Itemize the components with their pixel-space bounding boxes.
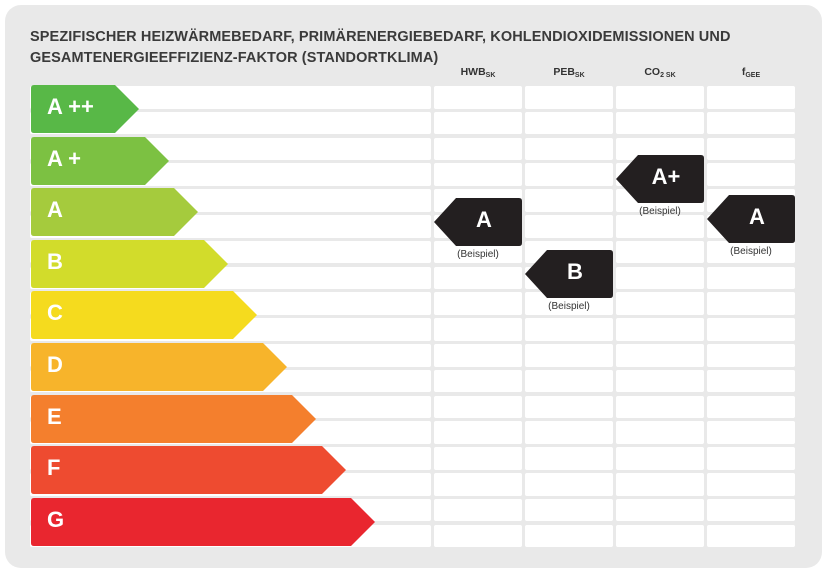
energy-class-arrow xyxy=(31,395,316,443)
arrow-shape xyxy=(31,395,316,443)
arrow-fill xyxy=(31,343,287,391)
column-header-main: PEB xyxy=(553,66,575,78)
grid-cell xyxy=(434,447,522,470)
grid-cell xyxy=(525,473,613,496)
grid-cell xyxy=(616,86,704,109)
marker-rating-label: B xyxy=(567,258,583,284)
column-header-sub: SK xyxy=(574,72,585,79)
marker-example-note: (Beispiel) xyxy=(639,205,681,217)
rating-marker-1 xyxy=(525,250,611,298)
grid-cell xyxy=(434,499,522,522)
grid-cell xyxy=(707,396,795,419)
grid-cell xyxy=(707,163,795,186)
column-header-sub: SK xyxy=(485,72,496,79)
arrow-fill xyxy=(31,291,257,339)
grid-cell xyxy=(525,525,613,548)
grid-cell xyxy=(616,421,704,444)
column-header-3 xyxy=(707,66,795,79)
grid-cell xyxy=(616,267,704,290)
arrow-shape xyxy=(31,498,375,546)
energy-class-label: E xyxy=(47,403,62,429)
grid-cell xyxy=(434,267,522,290)
grid-cell xyxy=(707,267,795,290)
grid-cell xyxy=(434,292,522,315)
energy-class-label: A + xyxy=(47,145,82,171)
grid-cell xyxy=(616,112,704,135)
grid-cell xyxy=(707,525,795,548)
grid-cell xyxy=(525,318,613,341)
grid-cell xyxy=(616,473,704,496)
rating-marker-2 xyxy=(616,155,702,203)
grid-cell xyxy=(707,318,795,341)
grid-cell xyxy=(434,525,522,548)
energy-class-label: A ++ xyxy=(47,94,94,119)
energy-class-arrow xyxy=(31,446,346,494)
grid-cell xyxy=(525,396,613,419)
energy-class-arrow xyxy=(31,137,169,185)
grid-cell xyxy=(707,86,795,109)
grid-cell xyxy=(616,318,704,341)
marker-example-note: (Beispiel) xyxy=(730,246,772,258)
grid-cell xyxy=(616,370,704,393)
grid-cell xyxy=(707,344,795,367)
grid-cell xyxy=(616,344,704,367)
energy-class-arrow xyxy=(31,240,228,288)
column-header-main: CO xyxy=(644,66,661,78)
grid-cell xyxy=(616,292,704,315)
grid-cell xyxy=(707,473,795,496)
column-header-2 xyxy=(616,66,704,79)
grid-cell xyxy=(707,292,795,315)
arrow-fill xyxy=(31,498,375,546)
energy-class-arrow xyxy=(31,188,198,236)
energy-class-arrow xyxy=(31,343,287,391)
grid-cell xyxy=(434,344,522,367)
rating-marker-3 xyxy=(707,195,793,243)
grid-cell xyxy=(525,215,613,238)
arrow-fill xyxy=(31,395,316,443)
grid-cell xyxy=(434,112,522,135)
grid-cell xyxy=(616,499,704,522)
grid-cell xyxy=(525,447,613,470)
grid-cell xyxy=(525,499,613,522)
grid-cell xyxy=(525,189,613,212)
arrow-shape xyxy=(31,291,257,339)
energy-class-label: F xyxy=(47,455,61,481)
grid-cell xyxy=(525,370,613,393)
grid-cell xyxy=(707,421,795,444)
energy-class-label: B xyxy=(47,248,63,274)
column-header-main: f xyxy=(741,66,746,78)
grid-cell xyxy=(434,396,522,419)
marker-rating-label: A+ xyxy=(651,163,681,189)
grid-cell xyxy=(434,138,522,161)
grid-cell xyxy=(707,499,795,522)
arrow-shape xyxy=(31,343,287,391)
grid-cell xyxy=(707,370,795,393)
energy-class-label: G xyxy=(47,506,65,532)
marker-rating-label: A xyxy=(476,207,492,233)
grid-cell xyxy=(434,163,522,186)
column-header-sub: GEE xyxy=(745,72,761,79)
arrow-fill xyxy=(31,446,346,494)
energy-class-label: C xyxy=(47,300,63,326)
grid-cell xyxy=(434,318,522,341)
rating-marker-0 xyxy=(434,198,520,246)
energy-class-label: D xyxy=(47,352,63,377)
marker-example-note: (Beispiel) xyxy=(548,300,590,312)
chart-title: SPEZIFISCHER HEIZWÄRMEBEDARF, PRIMÄRENERGIEBEDARF, KOHLENDIOXIDEMISSIONEN UND GESAMTENERGIEEFFIZIENZ-FAKTOR (STANDORTKLIMA) xyxy=(30,29,731,66)
grid-cell xyxy=(525,344,613,367)
grid-cell xyxy=(434,473,522,496)
grid-cell xyxy=(525,163,613,186)
column-header-main: HWB xyxy=(460,66,486,78)
grid-cell xyxy=(434,370,522,393)
grid-cell xyxy=(616,241,704,264)
grid-cell xyxy=(707,447,795,470)
grid-cell xyxy=(525,421,613,444)
marker-example-note: (Beispiel) xyxy=(457,249,499,261)
grid-cell xyxy=(616,447,704,470)
grid-cell xyxy=(525,138,613,161)
marker-rating-label: A xyxy=(749,204,765,230)
column-header-1 xyxy=(525,66,613,79)
grid-cell xyxy=(616,525,704,548)
grid-cell xyxy=(707,112,795,135)
energy-class-label: A xyxy=(47,197,63,223)
energy-class-arrow xyxy=(31,498,375,546)
energy-class-arrow xyxy=(31,291,257,339)
column-header-sub: 2 SK xyxy=(660,72,676,79)
arrow-shape xyxy=(31,446,346,494)
grid-cell xyxy=(434,421,522,444)
grid-cell xyxy=(525,112,613,135)
grid-cell xyxy=(525,86,613,109)
column-header-0 xyxy=(434,66,522,79)
grid-cell xyxy=(616,396,704,419)
energy-class-arrow xyxy=(31,85,139,133)
grid-cell xyxy=(434,86,522,109)
grid-cell xyxy=(616,215,704,238)
grid-cell xyxy=(707,138,795,161)
